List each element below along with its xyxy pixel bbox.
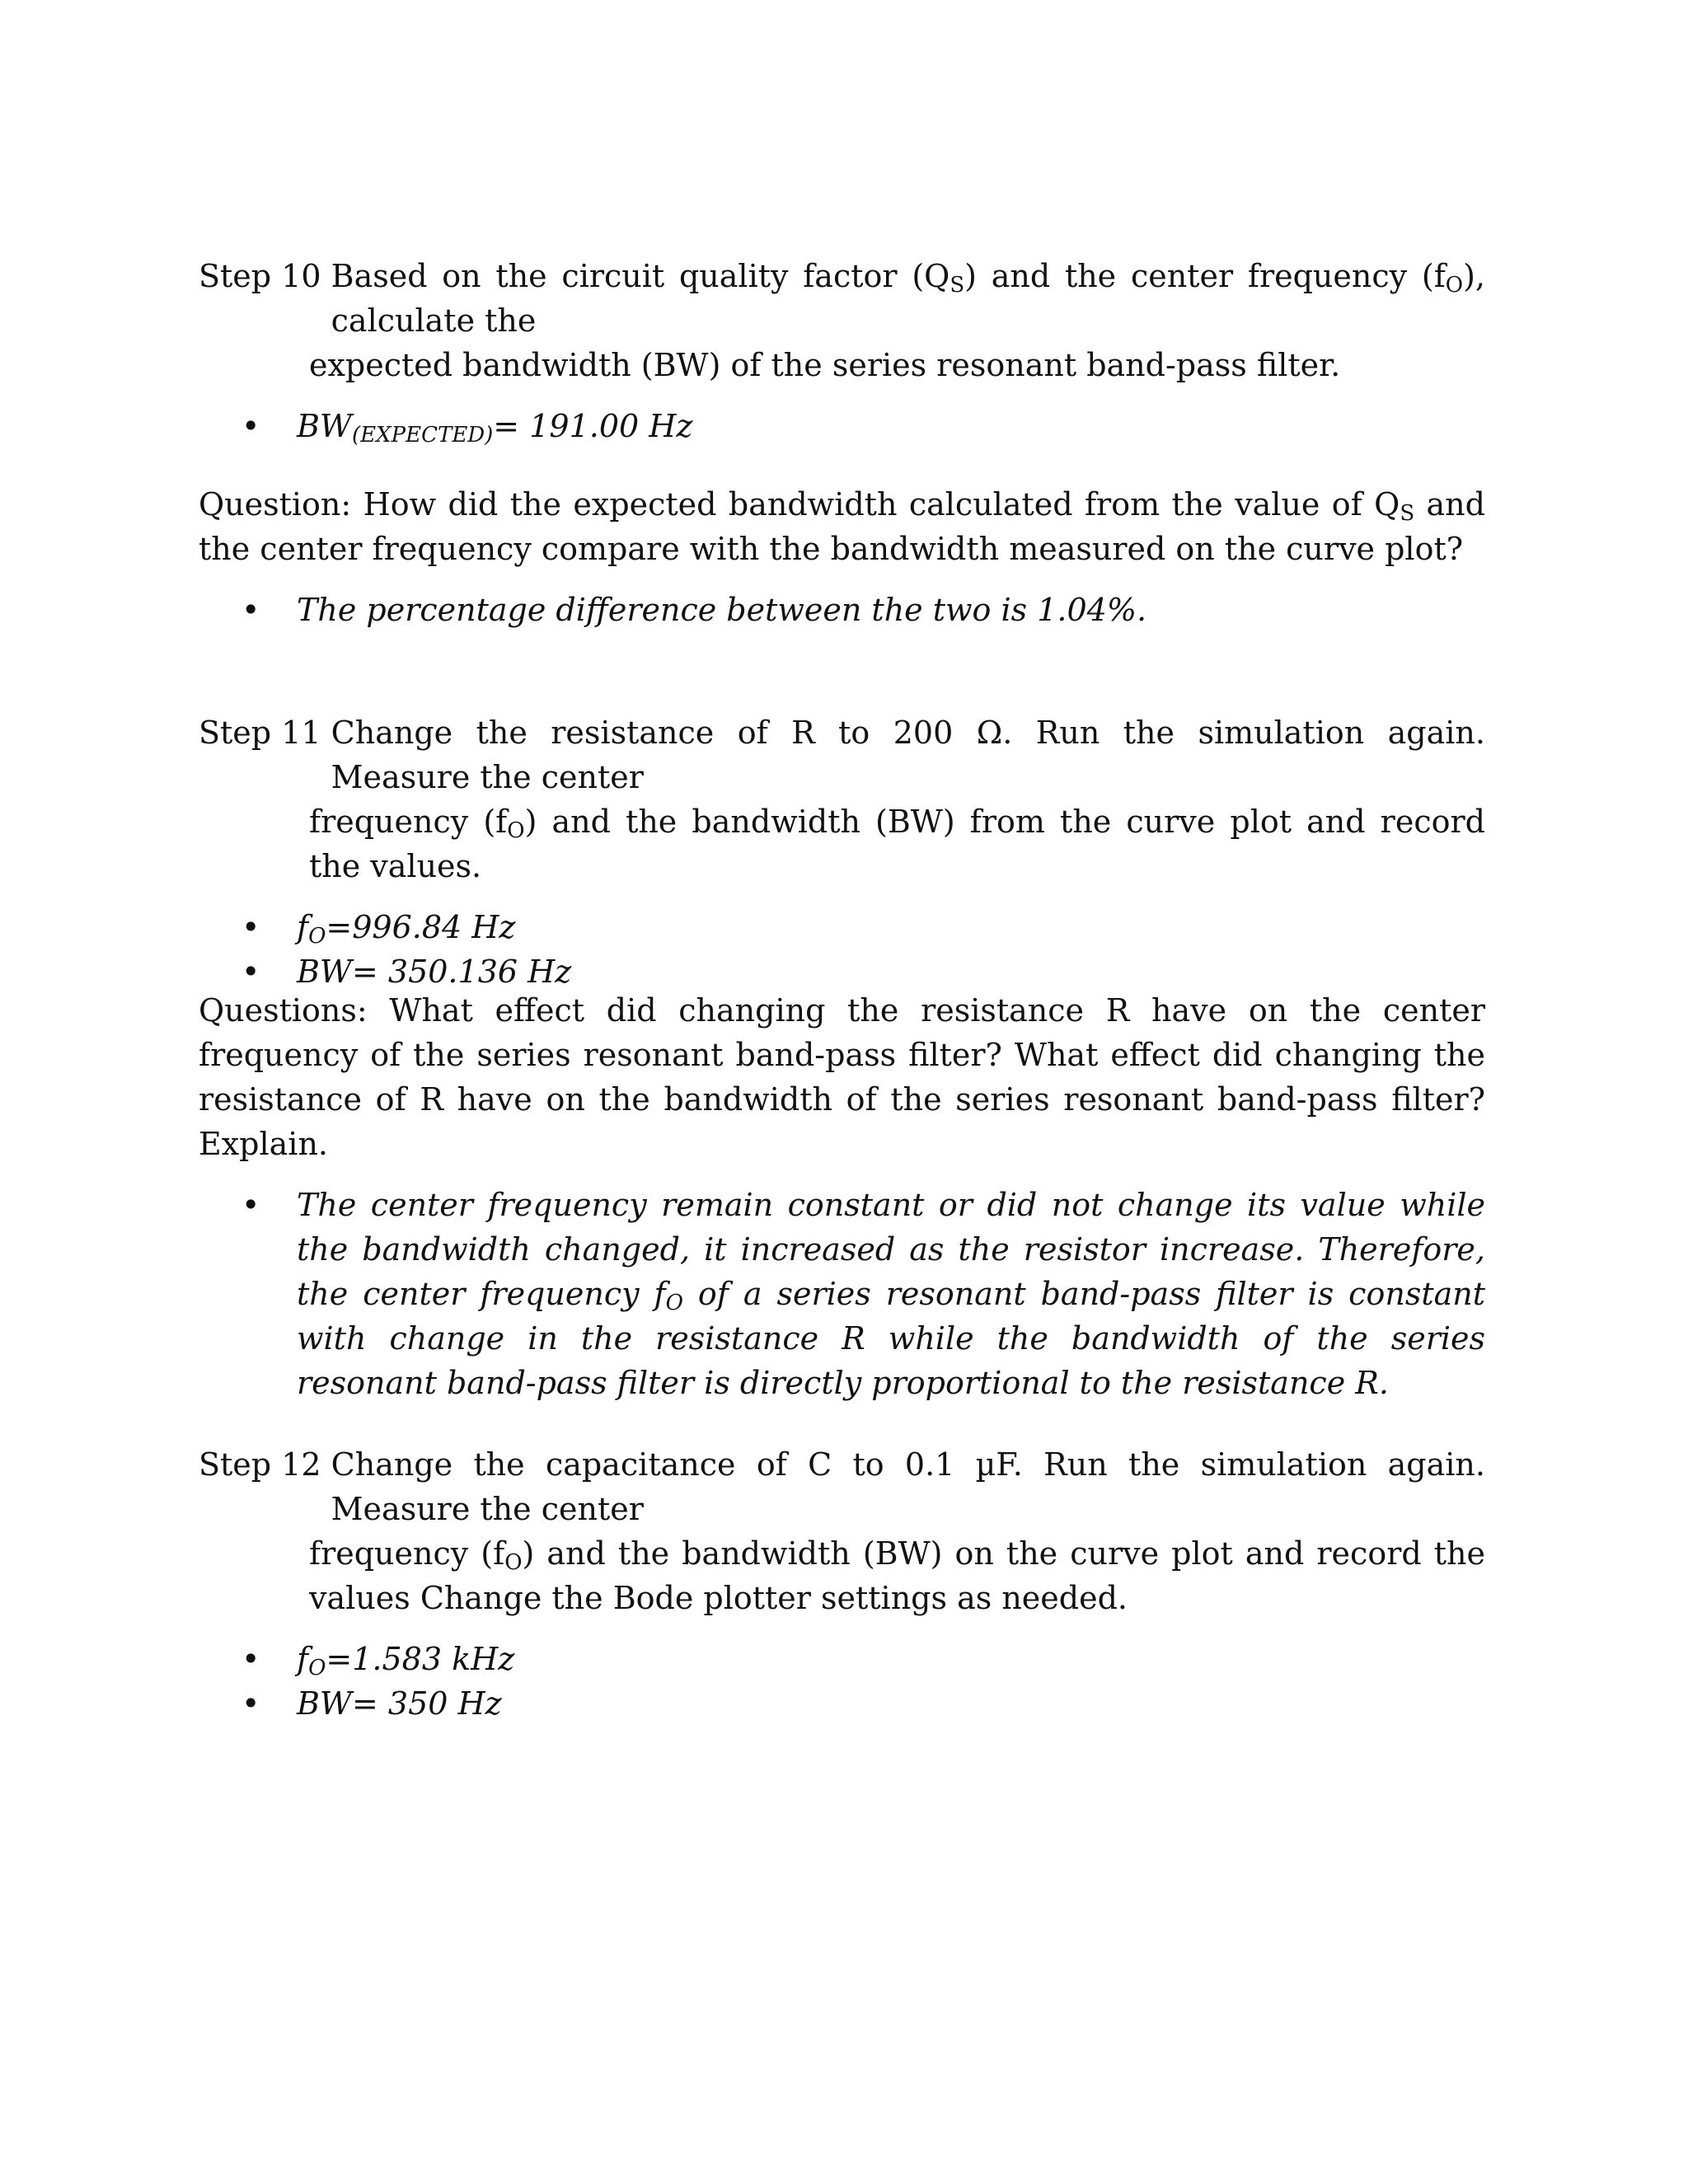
question-2-text: Questions: What effect did changing the resistance R have on the center frequency of the series resonant band-pass filter? What effect did changing the resistance of R have on the bandwidth of the series resonant band-pass filter? Explain. — [199, 992, 1485, 1162]
bullet-icon: • — [241, 909, 260, 945]
step-11-answers — [199, 905, 1485, 994]
step-12-instruction: Change the capacitance of C to 0.1 µF. Run the simulation again. Measure the center — [331, 1446, 1485, 1527]
step-11-label: Step 11 — [199, 715, 331, 751]
step-12-answers — [199, 1637, 1485, 1726]
question-1-answers — [199, 588, 1485, 632]
step-10-line-1 — [199, 254, 1485, 343]
bullet-icon: • — [241, 592, 260, 628]
question-2-answers — [199, 1183, 1485, 1405]
step-12-label: Step 12 — [199, 1446, 331, 1483]
question-1-answer: • The percentage difference between the two is 1.04%. — [199, 588, 1485, 632]
step-10-answer: • $BW_{(EXPECTED)}= 191.00$ Hz — [199, 404, 1485, 448]
step-11-instruction: Change the resistance of R to 200 Ω. Run the simulation again. Measure the center — [331, 715, 1485, 795]
bullet-icon: • — [241, 954, 260, 990]
question-1-block — [199, 482, 1485, 632]
bullet-icon: • — [241, 1685, 260, 1722]
step-10-line-2: expected bandwidth (BW) of the series resonant band-pass filter. — [309, 347, 1341, 383]
question-2-block — [199, 988, 1485, 1405]
step-10-answers — [199, 404, 1485, 448]
step-11-line-2: frequency $(f_O)$ and the bandwidth (BW) from the curve plot and record the values. — [309, 804, 1485, 884]
step-12-answer-bw: • BW= 350 Hz — [199, 1681, 1485, 1726]
step-10-label: Step 10 — [199, 258, 331, 294]
step-10-instruction: Based on the circuit quality factor $(Q_S)$ and the center frequency $(f_O)$, calculate the — [331, 258, 1485, 339]
question-2-answer: • The center frequency remain constant or did not change its value while the bandwidth changed, it increased as the resistor increase. Therefore, the center frequency $f_O$ of a series resonant band-pass filter is constant with change in the resistance R while the bandwidth of the series resonant band-pass filter is directly proportional to the resistance R. — [199, 1183, 1485, 1405]
step-11-line-1 — [199, 710, 1485, 799]
step-11-block — [199, 710, 1485, 994]
question-1-text: Question: How did the expected bandwidth calculated from the value of $Q_S$ and the center frequency compare with the bandwidth measured on the curve plot? — [199, 486, 1485, 567]
bullet-icon: • — [241, 408, 260, 444]
step-11-answer-f0: • $f_O=996.84$ Hz — [199, 905, 1485, 949]
step-12-line-2: frequency $(f_O)$ and the bandwidth (BW) on the curve plot and record the values Change the Bode plotter settings as needed. — [309, 1535, 1485, 1616]
step-11-answer-bw: • BW= 350.136 Hz — [199, 949, 1485, 994]
bullet-icon: • — [241, 1641, 260, 1677]
bullet-icon: • — [241, 1187, 260, 1223]
step-12-block — [199, 1442, 1485, 1726]
step-12-line-1 — [199, 1442, 1485, 1531]
step-12-answer-f0: • $f_O=1.583$ kHz — [199, 1637, 1485, 1681]
step-10-block — [199, 254, 1485, 448]
